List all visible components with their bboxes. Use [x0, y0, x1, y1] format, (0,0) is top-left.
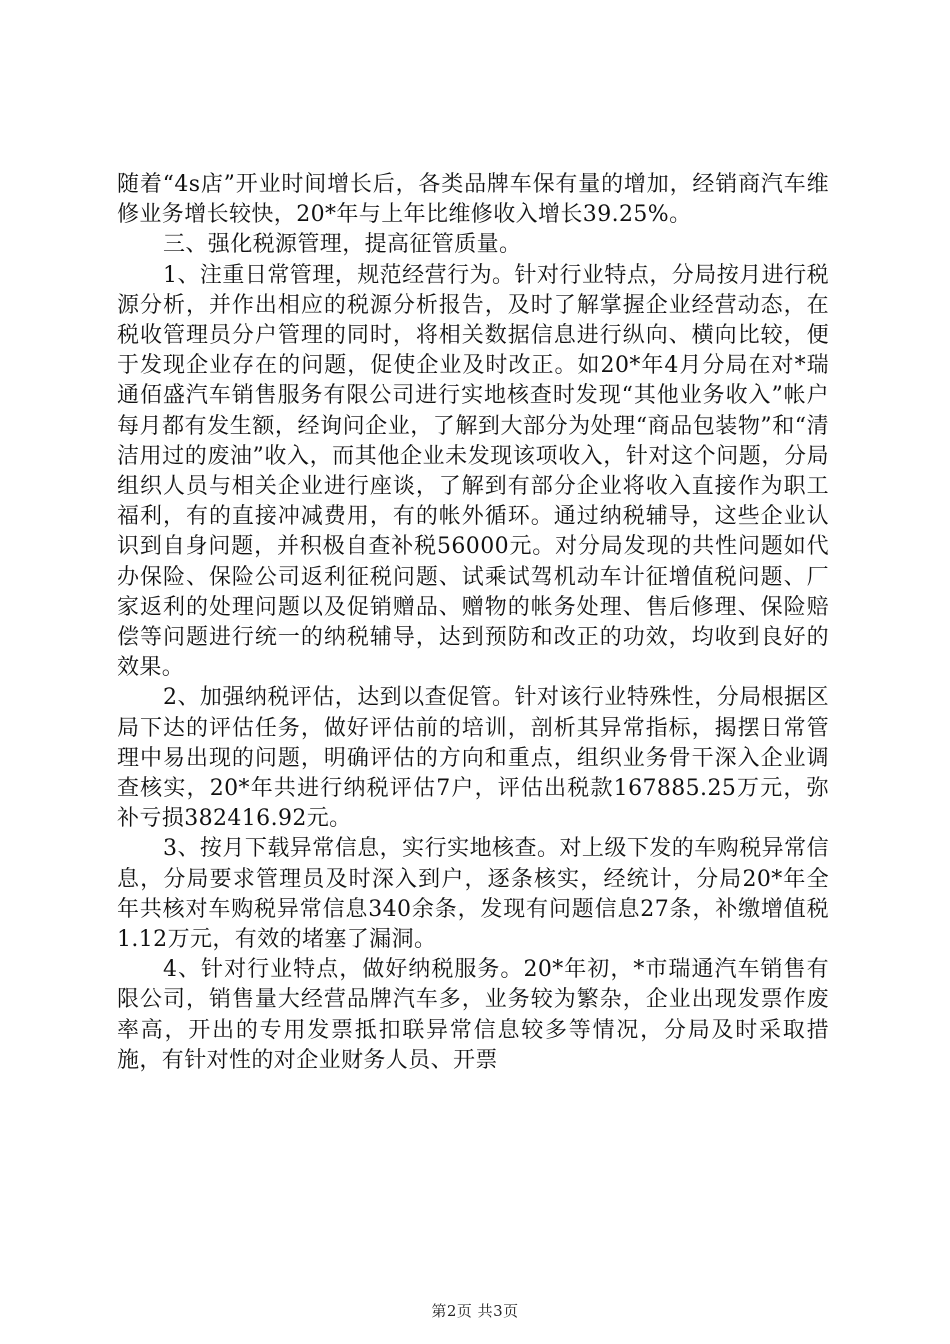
paragraph-item-4: 4、针对行业特点，做好纳税服务。20*年初，*市瑞通汽车销售有限公司，销售量大经营品牌汽车多，业务较为繁杂，企业出现发票作废率高，开出的专用发票抵扣联异常信息较多等情况，分局及时采取措施，有针对性的对企业财务人员、开票 — [117, 957, 829, 1073]
paragraph-item-2: 2、加强纳税评估，达到以查促管。针对该行业特殊性，分局根据区局下达的评估任务，做好评估前的培训，剖析其异常指标，揭摆日常管理中易出现的问题，明确评估的方向和重点，组织业务骨干深入企业调查核实，20*年共进行纳税评估7户，评估出税款167885.25万元，弥补亏损382416.92元。 — [117, 685, 829, 832]
page-number-footer: 第2页 共3页 — [431, 1302, 519, 1320]
paragraph-item-1: 1、注重日常管理，规范经营行为。针对行业特点，分局按月进行税源分析，并作出相应的税源分析报告，及时了解掌握企业经营动态，在税收管理员分户管理的同时，将相关数据信息进行纵向、横向比较，便于发现企业存在的问题，促使企业及时改正。如20*年4月分局在对*瑞通佰盛汽车销售服务有限公司进行实地核查时发现“其他业务收入”帐户每月都有发生额，经询问企业，了解到大部分为处理“商品包装物”和“清洁用过的废油”收入，而其他企业未发现该项收入，针对这个问题，分局组织人员与相关企业进行座谈，了解到有部分企业将收入直接作为职工福利，有的直接冲减费用，有的帐外循环。通过纳税辅导，这些企业认识到自身问题，并积极自查补税56000元。对分局发现的共性问题如代办保险、保险公司返利征税问题、试乘试驾机动车计征增值税问题、厂家返利的处理问题以及促销赠品、赠物的帐务处理、售后修理、保险赔偿等问题进行统一的纳税辅导，达到预防和改正的功效，均收到良好的效果。 — [117, 262, 829, 681]
paragraph-item-3: 3、按月下载异常信息，实行实地核查。对上级下发的车购税异常信息，分局要求管理员及时深入到户，逐条核实，经统计，分局20*年全年共核对车购税异常信息340余条，发现有问题信息27条，补缴增值税1.12万元，有效的堵塞了漏洞。 — [117, 836, 829, 953]
section-heading: 三、强化税源管理，提高征管质量。 — [163, 232, 522, 258]
paragraph-continuation: 随着“4s店”开业时间增长后，各类品牌车保有量的增加，经销商汽车维修业务增长较快，20*年与上年比维修收入增长39.25%。 — [117, 172, 829, 228]
document-page — [117, 170, 829, 1076]
